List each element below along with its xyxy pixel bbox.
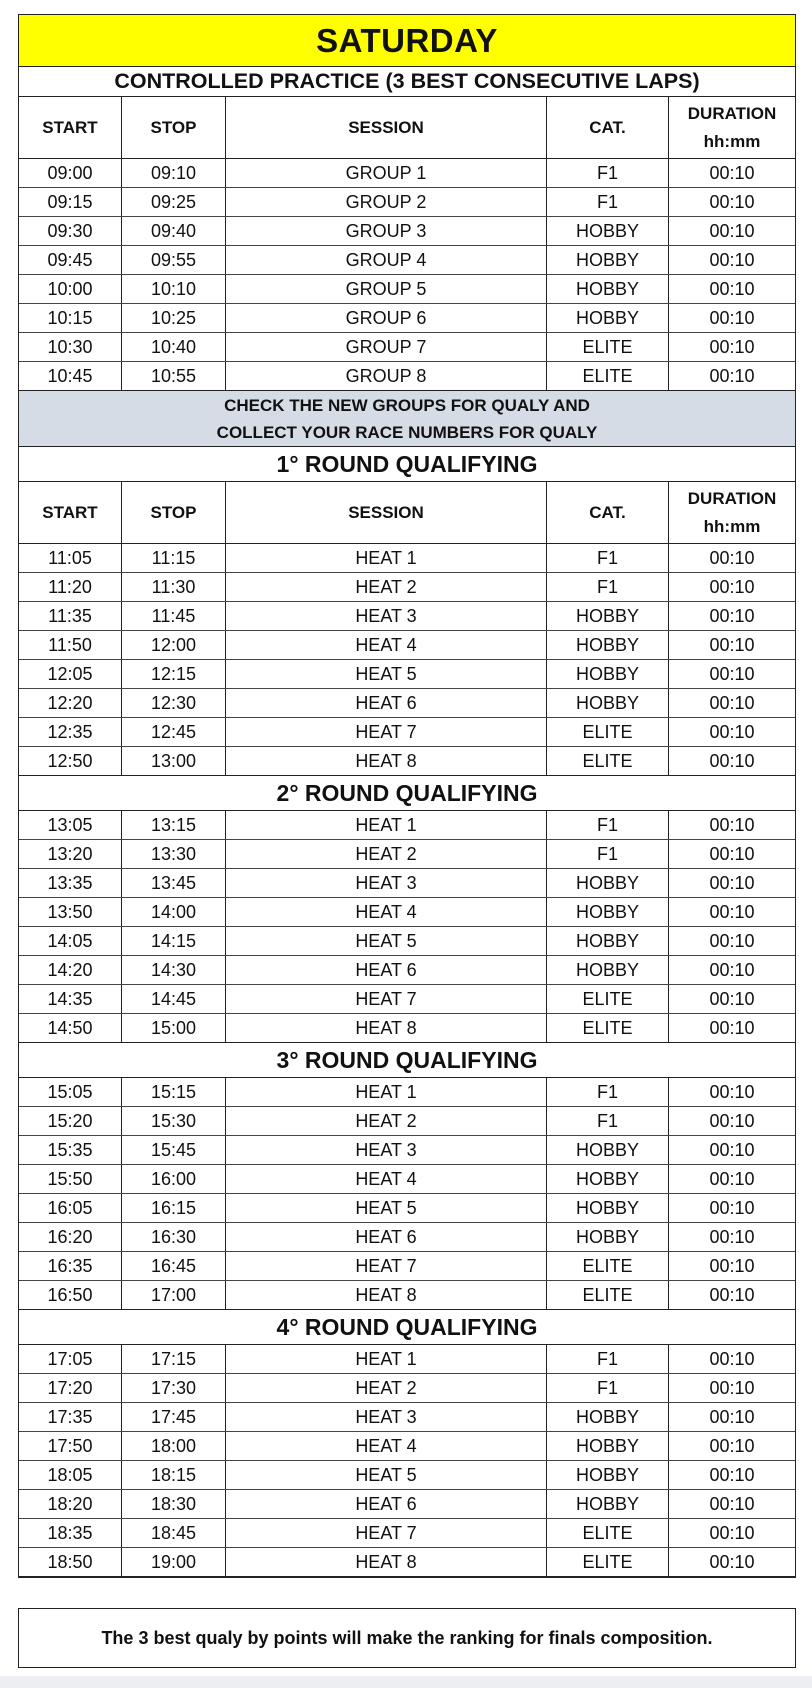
duration-cell: 00:10: [709, 576, 755, 597]
stop-time-cell: 10:25: [122, 304, 226, 332]
category-cell: ELITE: [547, 718, 669, 746]
category-cell: ELITE: [547, 1014, 669, 1042]
stop-time-cell: 14:30: [122, 956, 226, 984]
category-cell: F1: [547, 188, 669, 216]
duration-cell: 00:10: [709, 634, 755, 655]
table-row: [19, 304, 795, 333]
session-name-cell: HEAT 1: [226, 544, 547, 572]
start-time-cell: 16:20: [19, 1223, 122, 1251]
start-time-cell: 10:45: [19, 362, 122, 390]
stop-time-cell: 13:00: [122, 747, 226, 775]
duration-cell: 00:10: [709, 1464, 755, 1485]
bottom-strip: [0, 1676, 812, 1688]
duration-cell: 00:10: [709, 1017, 755, 1038]
round-1-rows: [19, 544, 795, 776]
table-row: [19, 1107, 795, 1136]
start-time-cell: 12:35: [19, 718, 122, 746]
table-row: [19, 544, 795, 573]
category-cell: ELITE: [547, 1519, 669, 1547]
category-cell: ELITE: [547, 1548, 669, 1576]
start-time-cell: 10:00: [19, 275, 122, 303]
category-cell: HOBBY: [547, 869, 669, 897]
duration-cell: 00:10: [709, 1197, 755, 1218]
duration-cell: 00:10: [709, 605, 755, 626]
table-row: [19, 689, 795, 718]
session-name-cell: HEAT 4: [226, 898, 547, 926]
start-time-cell: 11:50: [19, 631, 122, 659]
duration-cell: 00:10: [709, 307, 755, 328]
stop-time-cell: 15:30: [122, 1107, 226, 1135]
stop-time-cell: 17:45: [122, 1403, 226, 1431]
start-time-cell: 18:05: [19, 1461, 122, 1489]
stop-time-cell: 14:15: [122, 927, 226, 955]
duration-cell: 00:10: [709, 721, 755, 742]
header-stop: STOP: [122, 97, 226, 158]
stop-time-cell: 16:30: [122, 1223, 226, 1251]
stop-time-cell: 18:30: [122, 1490, 226, 1518]
table-row: [19, 811, 795, 840]
duration-cell: 00:10: [709, 663, 755, 684]
start-time-cell: 11:35: [19, 602, 122, 630]
category-cell: HOBBY: [547, 275, 669, 303]
session-name-cell: HEAT 1: [226, 1078, 547, 1106]
notice-line-2: COLLECT YOUR RACE NUMBERS FOR QUALY: [216, 422, 598, 442]
stop-time-cell: 18:00: [122, 1432, 226, 1460]
category-cell: F1: [547, 1107, 669, 1135]
stop-time-cell: 11:45: [122, 602, 226, 630]
table-row: [19, 602, 795, 631]
stop-time-cell: 15:15: [122, 1078, 226, 1106]
category-cell: F1: [547, 840, 669, 868]
session-name-cell: HEAT 5: [226, 1194, 547, 1222]
round-3-title: 3° ROUND QUALIFYING: [19, 1043, 795, 1078]
duration-cell: 00:10: [709, 1493, 755, 1514]
duration-cell: 00:10: [709, 1406, 755, 1427]
duration-cell: 00:10: [709, 750, 755, 771]
category-cell: ELITE: [547, 985, 669, 1013]
duration-cell: 00:10: [709, 1226, 755, 1247]
start-time-cell: 13:50: [19, 898, 122, 926]
stop-time-cell: 16:15: [122, 1194, 226, 1222]
duration-cell: 00:10: [709, 843, 755, 864]
session-name-cell: HEAT 2: [226, 1374, 547, 1402]
category-cell: HOBBY: [547, 1490, 669, 1518]
start-time-cell: 13:35: [19, 869, 122, 897]
table-row: [19, 1490, 795, 1519]
start-time-cell: 18:50: [19, 1548, 122, 1576]
category-cell: HOBBY: [547, 1403, 669, 1431]
table-row: [19, 1165, 795, 1194]
header-session: SESSION: [226, 97, 547, 158]
stop-time-cell: 09:10: [122, 159, 226, 187]
stop-time-cell: 09:25: [122, 188, 226, 216]
duration-cell: 00:10: [709, 1139, 755, 1160]
start-time-cell: 15:05: [19, 1078, 122, 1106]
start-time-cell: 13:05: [19, 811, 122, 839]
table-row: [19, 333, 795, 362]
header-duration: [669, 482, 795, 543]
table-row: [19, 1014, 795, 1043]
duration-cell: 00:10: [709, 191, 755, 212]
session-name-cell: HEAT 2: [226, 1107, 547, 1135]
category-cell: HOBBY: [547, 956, 669, 984]
start-time-cell: 15:50: [19, 1165, 122, 1193]
schedule-table: [18, 14, 796, 1578]
start-time-cell: 11:05: [19, 544, 122, 572]
session-name-cell: GROUP 4: [226, 246, 547, 274]
start-time-cell: 16:35: [19, 1252, 122, 1280]
start-time-cell: 17:50: [19, 1432, 122, 1460]
stop-time-cell: 12:15: [122, 660, 226, 688]
session-name-cell: HEAT 5: [226, 660, 547, 688]
start-time-cell: 12:50: [19, 747, 122, 775]
duration-cell: 00:10: [709, 959, 755, 980]
session-name-cell: HEAT 5: [226, 927, 547, 955]
table-row: [19, 1548, 795, 1577]
table-row: [19, 1136, 795, 1165]
header-stop: STOP: [122, 482, 226, 543]
category-cell: HOBBY: [547, 246, 669, 274]
table-row: [19, 362, 795, 391]
start-time-cell: 12:20: [19, 689, 122, 717]
round-2-title: 2° ROUND QUALIFYING: [19, 776, 795, 811]
start-time-cell: 09:30: [19, 217, 122, 245]
start-time-cell: 16:05: [19, 1194, 122, 1222]
table-row: [19, 1374, 795, 1403]
category-cell: F1: [547, 1345, 669, 1373]
stop-time-cell: 17:30: [122, 1374, 226, 1402]
category-cell: ELITE: [547, 362, 669, 390]
category-cell: HOBBY: [547, 898, 669, 926]
header-duration-unit: hh:mm: [703, 516, 761, 536]
session-name-cell: HEAT 7: [226, 1519, 547, 1547]
session-name-cell: HEAT 2: [226, 840, 547, 868]
header-start: START: [19, 482, 122, 543]
duration-cell: 00:10: [709, 1110, 755, 1131]
category-cell: HOBBY: [547, 217, 669, 245]
table-row: [19, 956, 795, 985]
session-name-cell: GROUP 1: [226, 159, 547, 187]
table-row: [19, 660, 795, 689]
duration-cell: 00:10: [709, 336, 755, 357]
header-duration-label: DURATION: [687, 488, 777, 508]
stop-time-cell: 12:30: [122, 689, 226, 717]
start-time-cell: 18:35: [19, 1519, 122, 1547]
duration-cell: 00:10: [709, 1435, 755, 1456]
table-row: [19, 1194, 795, 1223]
duration-cell: 00:10: [709, 1551, 755, 1572]
start-time-cell: 09:00: [19, 159, 122, 187]
start-time-cell: 10:15: [19, 304, 122, 332]
category-cell: F1: [547, 811, 669, 839]
category-cell: HOBBY: [547, 1432, 669, 1460]
stop-time-cell: 13:30: [122, 840, 226, 868]
session-name-cell: HEAT 6: [226, 1490, 547, 1518]
header-cat: CAT.: [547, 482, 669, 543]
session-name-cell: GROUP 8: [226, 362, 547, 390]
footer-note: The 3 best qualy by points will make the ranking for finals composition.: [18, 1608, 796, 1668]
stop-time-cell: 11:15: [122, 544, 226, 572]
stop-time-cell: 10:55: [122, 362, 226, 390]
header-cat: CAT.: [547, 97, 669, 158]
category-cell: HOBBY: [547, 602, 669, 630]
start-time-cell: 14:35: [19, 985, 122, 1013]
start-time-cell: 17:05: [19, 1345, 122, 1373]
session-name-cell: HEAT 1: [226, 1345, 547, 1373]
table-row: [19, 1252, 795, 1281]
duration-cell: 00:10: [709, 872, 755, 893]
table-row: [19, 1281, 795, 1310]
session-name-cell: HEAT 7: [226, 718, 547, 746]
header-session: SESSION: [226, 482, 547, 543]
stop-time-cell: 15:45: [122, 1136, 226, 1164]
start-time-cell: 14:50: [19, 1014, 122, 1042]
table-row: [19, 718, 795, 747]
session-name-cell: HEAT 6: [226, 1223, 547, 1251]
session-name-cell: HEAT 1: [226, 811, 547, 839]
table-row: [19, 159, 795, 188]
session-name-cell: GROUP 5: [226, 275, 547, 303]
stop-time-cell: 12:45: [122, 718, 226, 746]
start-time-cell: 14:05: [19, 927, 122, 955]
start-time-cell: 17:20: [19, 1374, 122, 1402]
table-row: [19, 898, 795, 927]
notice-line-1: CHECK THE NEW GROUPS FOR QUALY AND: [224, 395, 590, 415]
category-cell: F1: [547, 159, 669, 187]
notice-banner: [19, 391, 795, 447]
header-duration-label: DURATION: [687, 103, 777, 123]
category-cell: ELITE: [547, 1281, 669, 1309]
header-duration: [669, 97, 795, 158]
session-name-cell: HEAT 4: [226, 1165, 547, 1193]
stop-time-cell: 12:00: [122, 631, 226, 659]
stop-time-cell: 09:40: [122, 217, 226, 245]
table-row: [19, 1461, 795, 1490]
session-name-cell: GROUP 3: [226, 217, 547, 245]
table-row: [19, 1223, 795, 1252]
category-cell: HOBBY: [547, 1223, 669, 1251]
duration-cell: 00:10: [709, 365, 755, 386]
table-row: [19, 188, 795, 217]
category-cell: HOBBY: [547, 689, 669, 717]
start-time-cell: 17:35: [19, 1403, 122, 1431]
header-duration-unit: hh:mm: [703, 131, 761, 151]
category-cell: HOBBY: [547, 1165, 669, 1193]
session-name-cell: HEAT 8: [226, 1014, 547, 1042]
stop-time-cell: 15:00: [122, 1014, 226, 1042]
category-cell: HOBBY: [547, 1136, 669, 1164]
duration-cell: 00:10: [709, 220, 755, 241]
stop-time-cell: 17:00: [122, 1281, 226, 1309]
session-name-cell: HEAT 7: [226, 985, 547, 1013]
category-cell: ELITE: [547, 747, 669, 775]
start-time-cell: 13:20: [19, 840, 122, 868]
start-time-cell: 14:20: [19, 956, 122, 984]
duration-cell: 00:10: [709, 278, 755, 299]
session-name-cell: HEAT 3: [226, 1136, 547, 1164]
start-time-cell: 11:20: [19, 573, 122, 601]
start-time-cell: 09:45: [19, 246, 122, 274]
duration-cell: 00:10: [709, 930, 755, 951]
table-row: [19, 217, 795, 246]
duration-cell: 00:10: [709, 1522, 755, 1543]
session-name-cell: HEAT 4: [226, 1432, 547, 1460]
stop-time-cell: 18:45: [122, 1519, 226, 1547]
duration-cell: 00:10: [709, 814, 755, 835]
session-name-cell: HEAT 6: [226, 956, 547, 984]
category-cell: ELITE: [547, 333, 669, 361]
table-row: [19, 927, 795, 956]
table-row: [19, 1519, 795, 1548]
duration-cell: 00:10: [709, 1284, 755, 1305]
duration-cell: 00:10: [709, 1255, 755, 1276]
table-row: [19, 631, 795, 660]
table-row: [19, 985, 795, 1014]
start-time-cell: 15:35: [19, 1136, 122, 1164]
table-row: [19, 1403, 795, 1432]
start-time-cell: 09:15: [19, 188, 122, 216]
table-row: [19, 1078, 795, 1107]
round-3-rows: [19, 1078, 795, 1310]
category-cell: F1: [547, 1078, 669, 1106]
session-name-cell: HEAT 8: [226, 1281, 547, 1309]
duration-cell: 00:10: [709, 692, 755, 713]
practice-header-row: [19, 97, 795, 159]
table-row: [19, 275, 795, 304]
category-cell: HOBBY: [547, 304, 669, 332]
table-row: [19, 1345, 795, 1374]
start-time-cell: 16:50: [19, 1281, 122, 1309]
stop-time-cell: 16:45: [122, 1252, 226, 1280]
category-cell: HOBBY: [547, 927, 669, 955]
table-row: [19, 1432, 795, 1461]
session-name-cell: HEAT 7: [226, 1252, 547, 1280]
duration-cell: 00:10: [709, 1081, 755, 1102]
session-name-cell: HEAT 4: [226, 631, 547, 659]
stop-time-cell: 19:00: [122, 1548, 226, 1576]
session-name-cell: GROUP 6: [226, 304, 547, 332]
duration-cell: 00:10: [709, 988, 755, 1009]
stop-time-cell: 11:30: [122, 573, 226, 601]
session-name-cell: HEAT 3: [226, 869, 547, 897]
stop-time-cell: 17:15: [122, 1345, 226, 1373]
practice-rows: [19, 159, 795, 391]
session-name-cell: HEAT 8: [226, 1548, 547, 1576]
start-time-cell: 15:20: [19, 1107, 122, 1135]
stop-time-cell: 13:15: [122, 811, 226, 839]
header-start: START: [19, 97, 122, 158]
start-time-cell: 18:20: [19, 1490, 122, 1518]
stop-time-cell: 18:15: [122, 1461, 226, 1489]
start-time-cell: 10:30: [19, 333, 122, 361]
duration-cell: 00:10: [709, 1377, 755, 1398]
table-row: [19, 573, 795, 602]
session-name-cell: GROUP 7: [226, 333, 547, 361]
practice-title: CONTROLLED PRACTICE (3 BEST CONSECUTIVE LAPS): [19, 67, 795, 97]
table-row: [19, 246, 795, 275]
stop-time-cell: 14:45: [122, 985, 226, 1013]
category-cell: HOBBY: [547, 631, 669, 659]
table-row: [19, 747, 795, 776]
category-cell: F1: [547, 573, 669, 601]
table-row: [19, 869, 795, 898]
category-cell: HOBBY: [547, 1461, 669, 1489]
stop-time-cell: 09:55: [122, 246, 226, 274]
session-name-cell: HEAT 5: [226, 1461, 547, 1489]
round-2-rows: [19, 811, 795, 1043]
duration-cell: 00:10: [709, 901, 755, 922]
stop-time-cell: 10:40: [122, 333, 226, 361]
session-name-cell: HEAT 2: [226, 573, 547, 601]
category-cell: F1: [547, 544, 669, 572]
stop-time-cell: 13:45: [122, 869, 226, 897]
duration-cell: 00:10: [709, 547, 755, 568]
duration-cell: 00:10: [709, 1168, 755, 1189]
stop-time-cell: 14:00: [122, 898, 226, 926]
day-title: SATURDAY: [19, 15, 795, 67]
duration-cell: 00:10: [709, 249, 755, 270]
category-cell: ELITE: [547, 1252, 669, 1280]
session-name-cell: HEAT 6: [226, 689, 547, 717]
round-4-rows: [19, 1345, 795, 1577]
round-1-title: 1° ROUND QUALIFYING: [19, 447, 795, 482]
session-name-cell: GROUP 2: [226, 188, 547, 216]
round-4-title: 4° ROUND QUALIFYING: [19, 1310, 795, 1345]
duration-cell: 00:10: [709, 162, 755, 183]
category-cell: HOBBY: [547, 660, 669, 688]
duration-cell: 00:10: [709, 1348, 755, 1369]
stop-time-cell: 16:00: [122, 1165, 226, 1193]
session-name-cell: HEAT 3: [226, 602, 547, 630]
start-time-cell: 12:05: [19, 660, 122, 688]
stop-time-cell: 10:10: [122, 275, 226, 303]
session-name-cell: HEAT 8: [226, 747, 547, 775]
category-cell: F1: [547, 1374, 669, 1402]
category-cell: HOBBY: [547, 1194, 669, 1222]
table-row: [19, 840, 795, 869]
session-name-cell: HEAT 3: [226, 1403, 547, 1431]
round-1-header-row: [19, 482, 795, 544]
